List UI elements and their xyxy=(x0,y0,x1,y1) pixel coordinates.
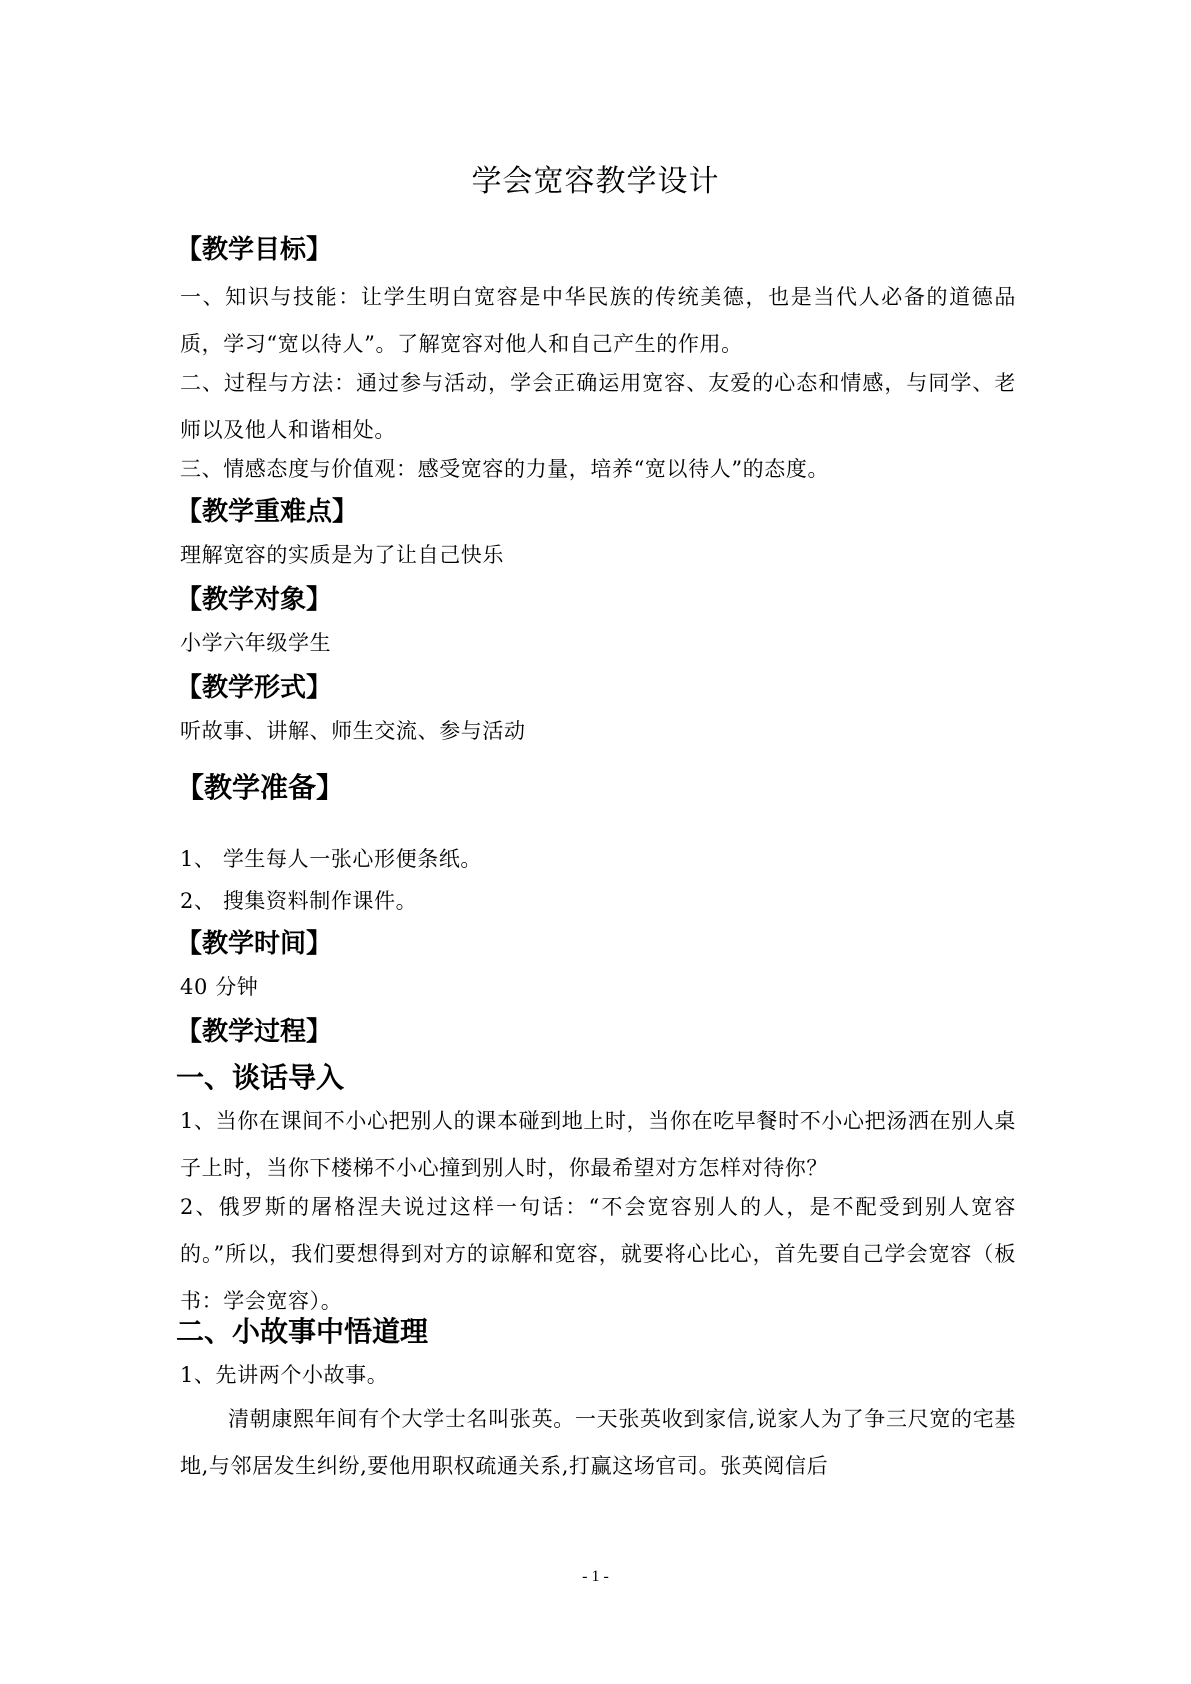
story-paragraph: 清朝康熙年间有个大学士名叫张英。一天张英收到家信,说家人为了争三尺宽的宅基地,与邻居发生纠纷,要他用职权疏通关系,打赢这场官司。张英阅信后 xyxy=(180,1407,1016,1478)
intro-paragraph-2: 2、俄罗斯的屠格涅夫说过这样一句话：“不会宽容别人的人，是不配受到别人宽容的。”所以，我们要想得到对方的谅解和宽容，就要将心比心，首先要自己学会宽容（板书：学会宽容）。 xyxy=(180,1195,1016,1313)
heading-key-points: 【教学重难点】 xyxy=(176,497,359,527)
story-intro: 1、先讲两个小故事。 xyxy=(180,1363,389,1387)
audience-text: 小学六年级学生 xyxy=(180,631,332,655)
key-points-text: 理解宽容的实质是为了让自己快乐 xyxy=(180,543,504,567)
heading-process: 【教学过程】 xyxy=(176,1017,333,1047)
duration-text: 40 分钟 xyxy=(180,975,259,999)
objective-knowledge: 一、知识与技能：让学生明白宽容是中华民族的传统美德，也是当代人必备的道德品质，学习“宽以待人”。了解宽容对他人和自己产生的作用。 xyxy=(180,285,1016,356)
format-text: 听故事、讲解、师生交流、参与活动 xyxy=(180,719,526,743)
heading-format: 【教学形式】 xyxy=(176,673,333,703)
section-story-heading: 二、小故事中悟道理 xyxy=(176,1315,429,1348)
heading-preparation: 【教学准备】 xyxy=(176,771,345,804)
objective-emotion: 三、情感态度与价值观：感受宽容的力量，培养“宽以待人”的态度。 xyxy=(180,457,830,481)
section-intro-heading: 一、谈话导入 xyxy=(176,1061,345,1094)
document-title: 学会宽容教学设计 xyxy=(471,164,720,199)
page-number: - 1 - xyxy=(582,1568,609,1585)
heading-objectives: 【教学目标】 xyxy=(176,235,333,265)
preparation-item-2: 2、 搜集资料制作课件。 xyxy=(180,889,418,913)
heading-duration: 【教学时间】 xyxy=(176,929,333,959)
objective-process: 二、过程与方法：通过参与活动，学会正确运用宽容、友爱的心态和情感，与同学、老师以及他人和谐相处。 xyxy=(180,371,1016,442)
intro-paragraph-1: 1、当你在课间不小心把别人的课本碰到地上时，当你在吃早餐时不小心把汤洒在别人桌子上时，当你下楼梯不小心撞到别人时，你最希望对方怎样对待你？ xyxy=(180,1109,1016,1180)
preparation-item-1: 1、 学生每人一张心形便条纸。 xyxy=(180,847,483,871)
heading-audience: 【教学对象】 xyxy=(176,585,333,615)
